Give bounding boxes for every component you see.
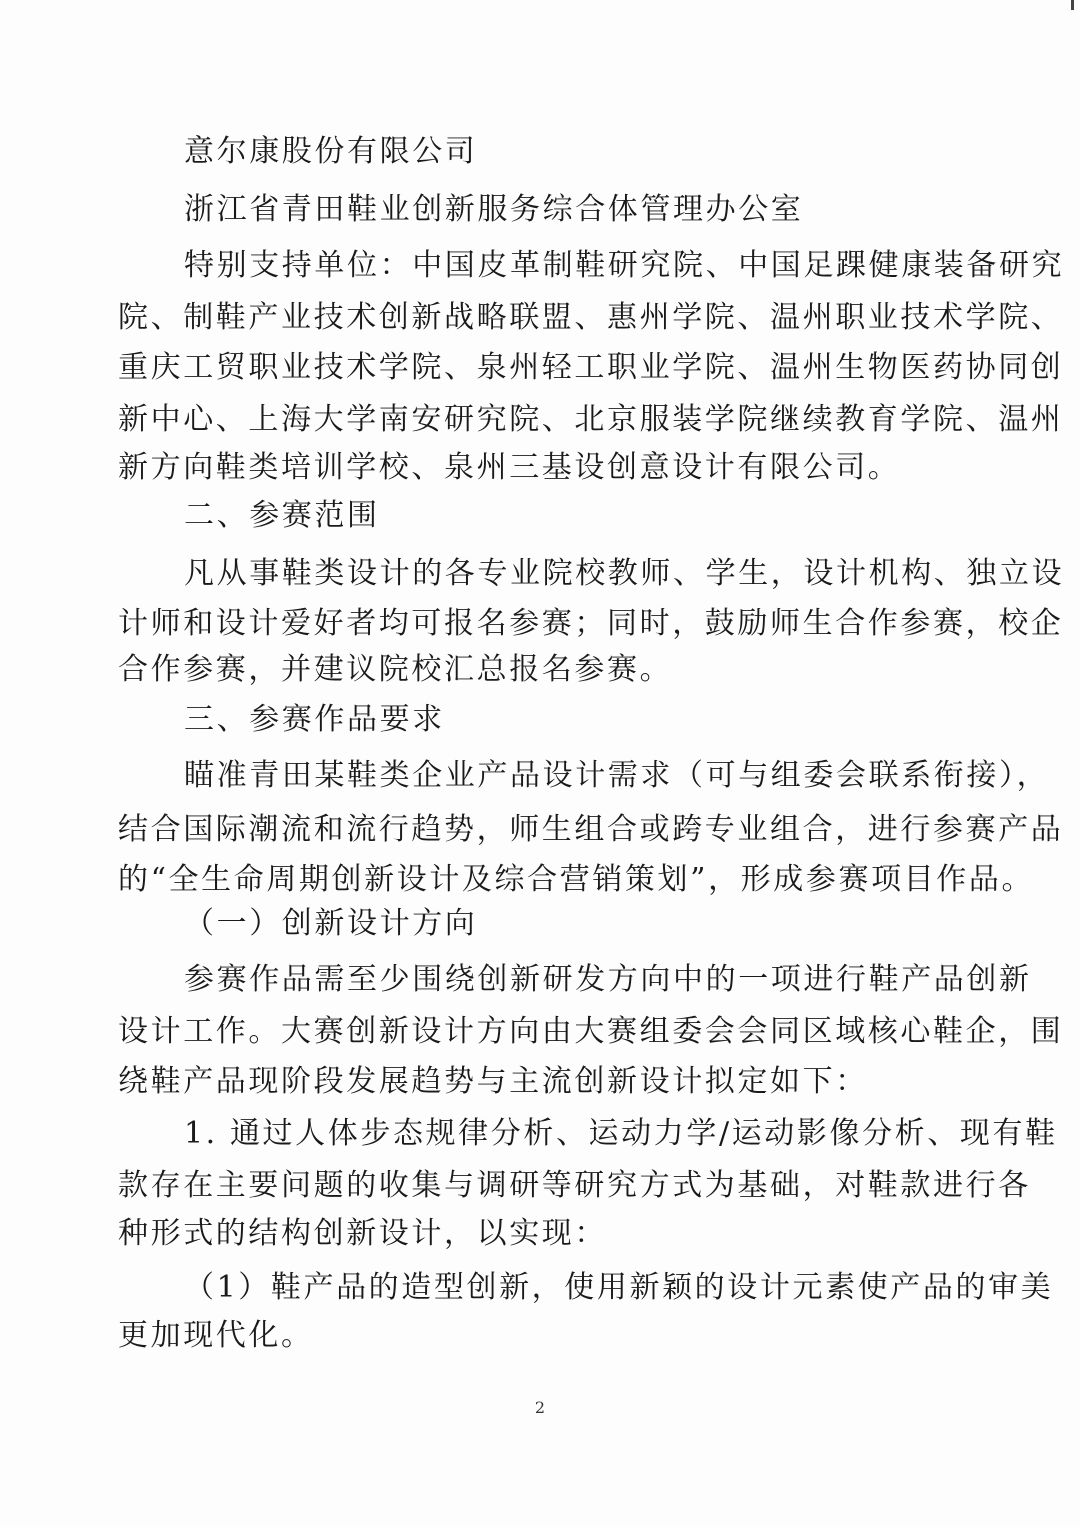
text-line: 款存在主要问题的收集与调研等研究方式为基础，对鞋款进行各 <box>118 1168 1031 1203</box>
page-number: 2 <box>534 1398 546 1417</box>
text-line: 凡从事鞋类设计的各专业院校教师、学生，设计机构、独立设 <box>184 556 1065 591</box>
text-line: 1. 通过人体步态规律分析、运动力学/运动影像分析、现有鞋 <box>184 1116 1058 1151</box>
text-line: 设计工作。大赛创新设计方向由大赛组委会会同区域核心鞋企，围 <box>118 1014 1064 1049</box>
scan-edge-mark <box>1071 0 1074 10</box>
section-heading: 二、参赛范围 <box>184 498 380 533</box>
text-line: （1）鞋产品的造型创新，使用新颖的设计元素使产品的审美 <box>184 1270 1054 1305</box>
text-line: 新方向鞋类培训学校、泉州三基设创意设计有限公司。 <box>118 450 901 485</box>
text-line: 合作参赛，并建议院校汇总报名参赛。 <box>118 652 673 687</box>
text-line: 院、制鞋产业技术创新战略联盟、惠州学院、温州职业技术学院、 <box>118 300 1064 335</box>
text-line: 更加现代化。 <box>118 1318 314 1353</box>
section-heading: 三、参赛作品要求 <box>184 702 445 737</box>
text-line: 的“全生命周期创新设计及综合营销策划”，形成参赛项目作品。 <box>118 862 1035 897</box>
text-line: 计师和设计爱好者均可报名参赛；同时，鼓励师生合作参赛，校企 <box>118 606 1064 641</box>
text-line: 浙江省青田鞋业创新服务综合体管理办公室 <box>184 192 804 227</box>
text-line: 瞄准青田某鞋类企业产品设计需求（可与组委会联系衔接）， <box>184 758 1050 793</box>
text-line: 重庆工贸职业技术学院、泉州轻工职业学院、温州生物医药协同创 <box>118 350 1064 385</box>
text-line: 绕鞋产品现阶段发展趋势与主流创新设计拟定如下： <box>118 1064 868 1099</box>
text-line: 意尔康股份有限公司 <box>184 134 478 169</box>
text-line: 参赛作品需至少围绕创新研发方向中的一项进行鞋产品创新 <box>184 962 1032 997</box>
text-line: 结合国际潮流和流行趋势，师生组合或跨专业组合，进行参赛产品 <box>118 812 1064 847</box>
text-line: 特别支持单位：中国皮革制鞋研究院、中国足踝健康装备研究 <box>184 248 1065 283</box>
text-line: 种形式的结构创新设计，以实现： <box>118 1216 607 1251</box>
text-line: 新中心、上海大学南安研究院、北京服装学院继续教育学院、温州 <box>118 402 1064 437</box>
subsection-heading: （一）创新设计方向 <box>184 906 478 941</box>
